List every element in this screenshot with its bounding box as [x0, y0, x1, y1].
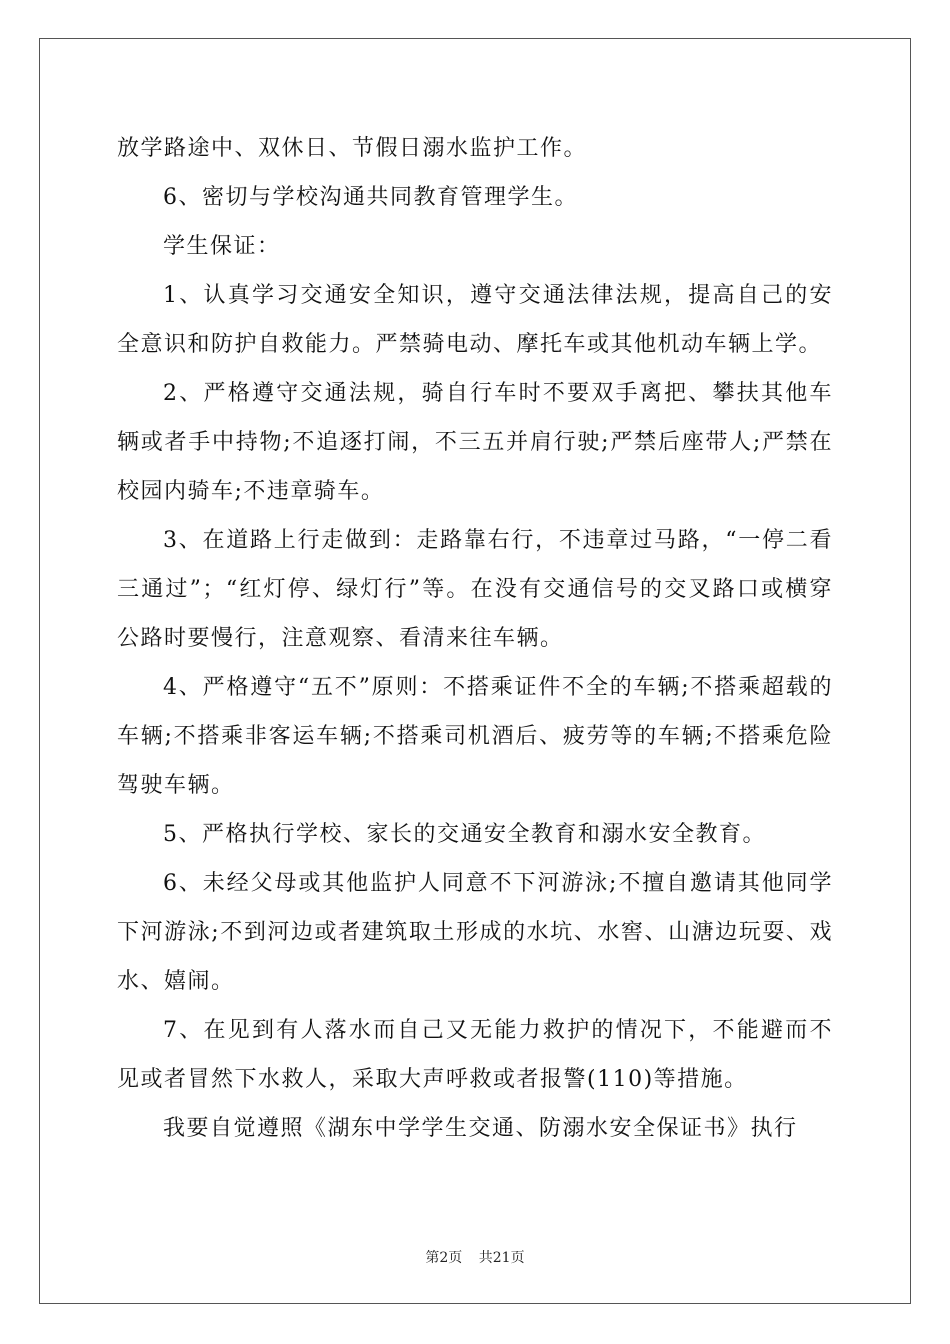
page-number-current: 第2页 — [425, 1250, 463, 1266]
paragraph-9: 6、未经父母或其他监护人同意不下河游泳;不擅自邀请其他同学下河游泳;不到河边或者建筑取土形成的水坑、水窖、山溏边玩耍、戏水、嬉闹。 — [117, 871, 833, 994]
paragraph-11: 我要自觉遵照《湖东中学学生交通、防溺水安全保证书》执行 — [163, 1116, 798, 1141]
paragraph-7: 4、严格遵守“五不”原则：不搭乘证件不全的车辆;不搭乘超载的车辆;不搭乘非客运车辆;不搭乘司机酒后、疲劳等的车辆;不搭乘危险驾驶车辆。 — [117, 675, 833, 798]
paragraph-4: 1、认真学习交通安全知识，遵守交通法律法规，提高自己的安全意识和防护自救能力。严禁骑电动、摩托车或其他机动车辆上学。 — [117, 283, 833, 357]
paragraph-10: 7、在见到有人落水而自己又无能力救护的情况下，不能避而不见或者冒然下水救人，采取大声呼救或者报警(110)等措施。 — [117, 1018, 833, 1092]
paragraph-1: 放学路途中、双休日、节假日溺水监护工作。 — [117, 136, 588, 161]
paragraph-3: 学生保证： — [163, 234, 281, 259]
paragraph-8: 5、严格执行学校、家长的交通安全教育和溺水安全教育。 — [163, 822, 766, 847]
page-number-total: 共21页 — [478, 1250, 525, 1266]
paragraph-6: 3、在道路上行走做到：走路靠右行，不违章过马路，“一停二看三通过”；“红灯停、绿灯行”等。在没有交通信号的交叉路口或横穿公路时要慢行，注意观察、看清来往车辆。 — [117, 528, 833, 651]
page-footer — [0, 1247, 950, 1267]
paragraph-2: 6、密切与学校沟通共同教育管理学生。 — [163, 185, 578, 210]
document-body — [117, 124, 833, 1153]
paragraph-5: 2、严格遵守交通法规，骑自行车时不要双手离把、攀扶其他车辆或者手中持物;不追逐打闹，不三五并肩行驶;严禁后座带人;严禁在校园内骑车;不违章骑车。 — [117, 381, 833, 504]
